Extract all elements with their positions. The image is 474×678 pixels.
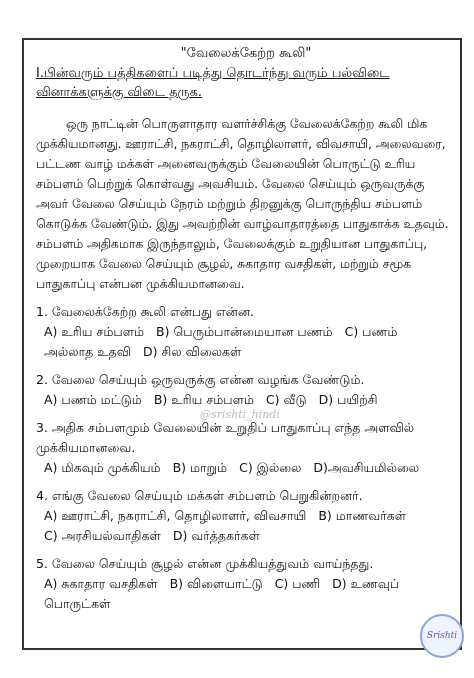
worksheet-content [36, 46, 456, 614]
option-c: C) பணி [274, 576, 321, 591]
worksheet-page [22, 38, 462, 650]
option-d: D)அவசியமில்லை [313, 460, 420, 475]
option-c-continued: அல்லாத உதவி [44, 344, 131, 359]
question-1 [36, 302, 456, 362]
passage-paragraph: ஒரு நாட்டின் பொருளாதார வளர்ச்சிக்கு வேலைக்கேற்ற கூலி மிக முக்கியமானது. ஊராட்சி, நகராட்சி, தொழிலாளர், விவசாயி, அலைவரை, பட்டண வாழ் மக்கள் அனைவருக்கும் வேலையின் பொருட்டு உரிய சம்பளம் பெற்றுக் கொள்வது அவசியம். வேலை செய்யும் ஒருவருக்கு அவர் வேலை செய்யும் நேரம் மற்றும் திறனுக்கு பொருந்திய சம்பளம் கொடுக்க வேண்டும். இது அவற்றின் வாழ்வாதாரத்தை பாதுகாக்க உதவும். சம்பளம் அதிகமாக இருந்தாலும், வேலைக்கும் உறுதியான பாதுகாப்பு, முறையாக வேலை செய்யும் சூழல், சுகாதார வசதிகள், மற்றும் சமூக பாதுகாப்பு என்பன முக்கியமானவை. [36, 116, 449, 291]
watermark-text: @srishti_hindi [200, 408, 280, 421]
question-2 [36, 370, 456, 410]
question-text: 1. வேலைக்கேற்ற கூலி என்பது என்ன. [36, 304, 254, 319]
option-d: D) வர்த்தகர்கள் [172, 528, 260, 543]
option-a: A) சுகாதார வசதிகள் [44, 576, 158, 591]
options-row [36, 574, 456, 614]
option-a: A) மிகவும் முக்கியம் [44, 460, 161, 475]
option-b: B) மாறும் [172, 460, 228, 475]
option-b: B) விளையாட்டு [169, 576, 263, 591]
options-row [36, 458, 456, 478]
option-c: C) இல்லை [239, 460, 302, 475]
option-c: C) பணம் [344, 324, 398, 339]
option-a: A) பணம் மட்டும் [44, 392, 142, 407]
question-5 [36, 554, 456, 614]
option-d: D) பயிற்சி [318, 392, 378, 407]
question-text: 3. அதிக சம்பளமும் வேலையின் உறுதிப் பாதுகாப்பு எந்த அளவில் முக்கியமானவை. [36, 420, 415, 455]
option-b: B) மாணவர்கள் [318, 508, 407, 523]
option-c: C) அரசியல்வாதிகள் [44, 528, 161, 543]
worksheet-title: "வேலைக்கேற்ற கூலி" [180, 46, 312, 61]
question-3 [36, 418, 456, 478]
question-text: 2. வேலை செய்யும் ஒருவருக்கு என்ன வழங்க வேண்டும். [36, 372, 365, 387]
option-c: C) வீடு [265, 392, 307, 407]
question-text: 4. எங்கு வேலை செய்யும் மக்கள் சம்பளம் பெறுகின்றனர். [36, 488, 363, 503]
options-row [36, 390, 456, 410]
option-d: D) உணவுப் [332, 576, 400, 591]
option-a: A) உரிய சம்பளம் [44, 324, 145, 339]
option-a: A) ஊராட்சி, நகராட்சி, தொழிலாளர், விவசாயி [44, 508, 307, 523]
question-text: 5. வேலை செய்யும் சூழல் என்ன முக்கியத்துவம் வாய்ந்தது. [36, 556, 374, 571]
option-d-continued: பொருட்கள் [44, 596, 111, 611]
options-row [36, 506, 456, 546]
instruction-text: I.பின்வரும் பத்திகளைப் படித்து தொடர்ந்து வரும் பல்விடை வினாக்களுக்கு விடை தருக. [36, 66, 390, 100]
seal-text: Srishti [426, 631, 458, 641]
options-row [36, 322, 456, 362]
seal-logo-icon [420, 614, 464, 658]
option-b: B) உரிய சம்பளம் [153, 392, 254, 407]
option-d: D) சில விலைகள் [142, 344, 242, 359]
question-4 [36, 486, 456, 546]
option-b: B) பெரும்பான்மையான பணம் [156, 324, 333, 339]
